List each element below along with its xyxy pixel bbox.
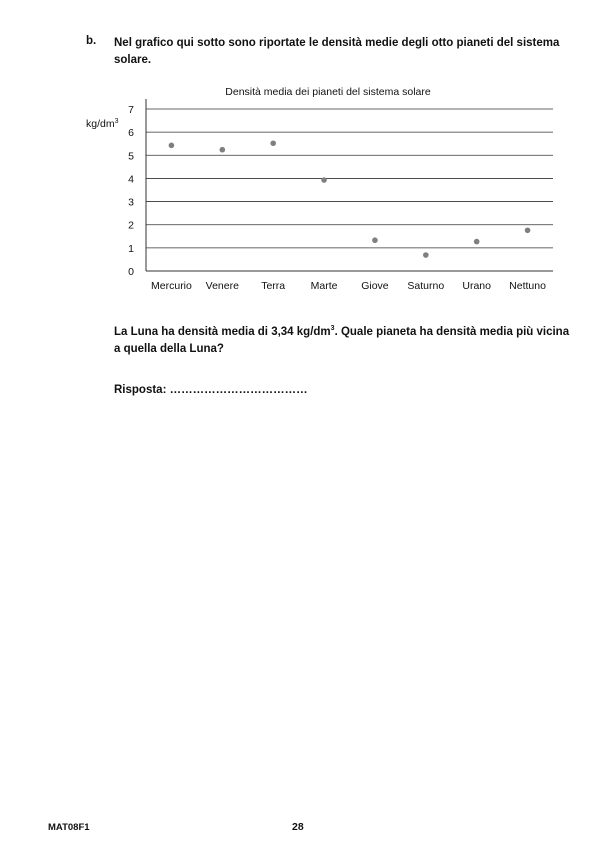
x-category-label: Nettuno bbox=[509, 280, 546, 292]
y-tick-label: 6 bbox=[128, 127, 134, 140]
y-tick-labels bbox=[128, 104, 134, 278]
y-tick-label: 1 bbox=[128, 242, 134, 255]
answer-field[interactable]: ……………………………… bbox=[169, 384, 308, 396]
data-point-urano bbox=[474, 239, 480, 245]
exercise-label: b. bbox=[86, 35, 97, 47]
chart-title: Densità media dei pianeti del sistema solare bbox=[225, 86, 431, 98]
data-point-marte bbox=[321, 177, 327, 183]
data-points bbox=[169, 140, 531, 257]
y-tick-label: 0 bbox=[128, 266, 134, 278]
y-tick-label: 4 bbox=[128, 173, 134, 186]
data-point-terra bbox=[270, 140, 276, 146]
answer-line bbox=[114, 384, 308, 396]
y-tick-label: 7 bbox=[128, 104, 134, 116]
y-axis-label: $kg/dm^3$ bbox=[86, 118, 119, 130]
footer-code: MAT08F1 bbox=[48, 822, 90, 833]
y-tick-label: 3 bbox=[128, 196, 134, 209]
data-point-venere bbox=[220, 147, 226, 153]
data-point-giove bbox=[372, 237, 378, 243]
x-category-label: Mercurio bbox=[151, 280, 192, 292]
x-category-label: Saturno bbox=[407, 280, 445, 292]
page-number: 28 bbox=[292, 821, 304, 833]
data-point-mercurio bbox=[169, 143, 175, 149]
exercise-intro: Nel grafico qui sotto sono riportate le densità medie degli otto pianeti del sistema solare. bbox=[114, 37, 560, 66]
y-tick-label: 2 bbox=[128, 219, 134, 232]
question-text: La Luna ha densità media di 3,34 $kg/dm^3$. Quale pianeta ha densità media più vicina a quella della Luna? bbox=[114, 325, 570, 355]
x-category-label: Venere bbox=[205, 280, 239, 292]
x-category-label: Marte bbox=[310, 280, 338, 292]
x-category-label: Giove bbox=[361, 280, 389, 292]
density-chart-svg bbox=[80, 85, 560, 300]
answer-label: Risposta: bbox=[114, 384, 167, 396]
y-tick-label: 5 bbox=[128, 150, 134, 163]
data-point-saturno bbox=[423, 252, 429, 258]
x-category-labels bbox=[151, 280, 546, 292]
x-category-label: Urano bbox=[462, 280, 491, 292]
grid-lines bbox=[146, 99, 553, 271]
data-point-nettuno bbox=[525, 227, 531, 233]
density-chart bbox=[80, 85, 560, 305]
x-category-label: Terra bbox=[261, 280, 286, 292]
